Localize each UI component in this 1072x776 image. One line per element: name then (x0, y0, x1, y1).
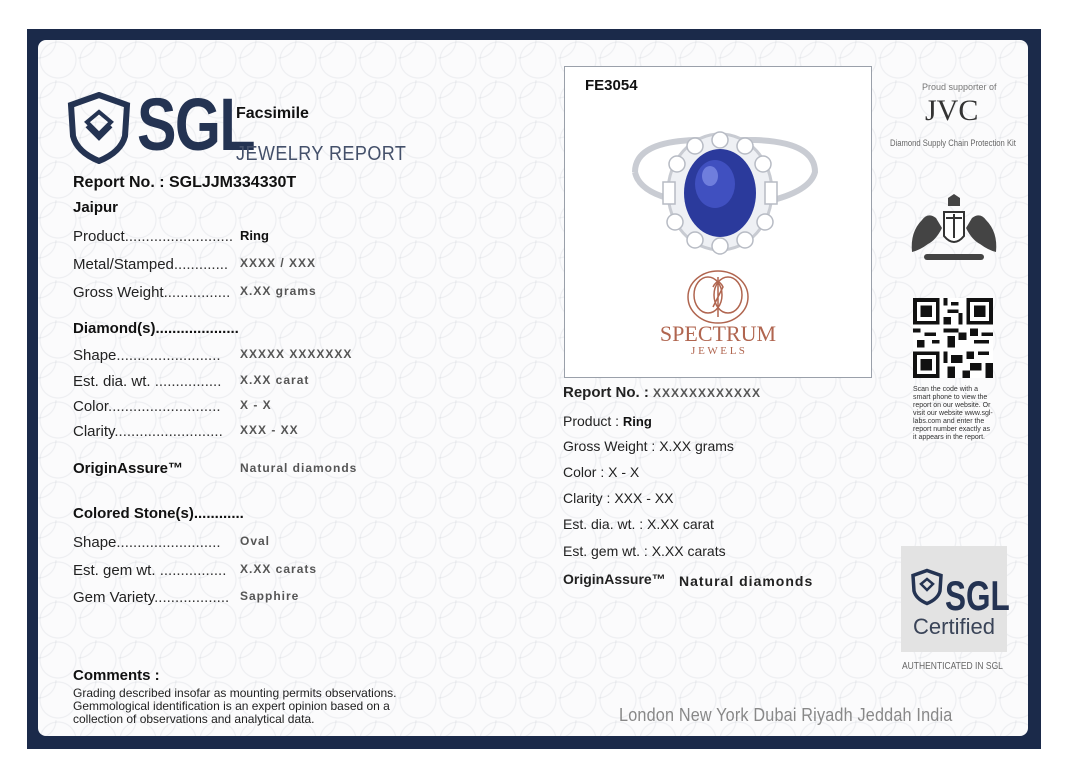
gem-weight-value: X.XX carats (240, 562, 318, 576)
row-label: Gross Weight (73, 284, 164, 301)
footer-cities: London New York Dubai Riyadh Jeddah India (619, 705, 953, 725)
clarity-value: XXX - XX (240, 423, 299, 437)
colored-stones-heading: Colored Stone(s)............ (73, 505, 244, 522)
jvc-logo: JVC (925, 94, 979, 127)
qr-code-icon (913, 298, 993, 378)
r-clarity: Clarity : XXX - XX (563, 490, 674, 506)
spectrum-sub: J E W E L S (691, 345, 745, 357)
stone-shape-value: Oval (240, 534, 271, 548)
color-row: Color........................... X - X (73, 398, 272, 415)
report-number: Report No. : SGLJJM334330T (73, 174, 297, 191)
gem-weight-row: Est. gem wt. ................ X.XX carats (73, 562, 318, 579)
r-report-no-value: XXXXXXXXXXXX (653, 386, 762, 400)
badge-shield-icon (911, 568, 943, 606)
r-origin-label: OriginAssure™ (563, 571, 666, 587)
r-gross-weight: Gross Weight : X.XX grams (563, 438, 734, 454)
badge-logo: SGL (945, 572, 1010, 619)
clarity-row: Clarity.......................... XXX - XX (73, 423, 299, 440)
row-label: Product (73, 228, 125, 245)
shape-row: Shape......................... XXXXX XXXXXXX (73, 347, 353, 364)
dia-weight-row: Est. dia. wt. ................ X.XX carat (73, 373, 310, 390)
r-dia-wt: Est. dia. wt. : X.XX carat (563, 516, 714, 532)
gem-variety-row: Gem Variety.................. Sapphire (73, 589, 300, 606)
stone-shape-row: Shape......................... Oval (73, 534, 271, 551)
product-value: Ring (240, 228, 269, 243)
r-color: Color : X - X (563, 464, 640, 480)
comments-heading: Comments : (73, 667, 160, 684)
color-value: X - X (240, 398, 272, 412)
gem-variety-value: Sapphire (240, 589, 300, 603)
r-gem-wt: Est. gem wt. : X.XX carats (563, 543, 726, 559)
r-product: Product : Ring (563, 413, 652, 429)
r-origin-value: Natural diamonds (679, 573, 814, 589)
origin-assure-label: OriginAssure™ (73, 460, 184, 477)
coat-of-arms-icon (906, 192, 1002, 264)
photo-code: FE3054 (585, 77, 638, 94)
sgl-logo-text: SGL (137, 83, 254, 166)
report-city: Jaipur (73, 199, 119, 216)
comments-text: Grading described insofar as mounting permits observations. Gemmological identification is an expert opinion based on a collection of observations and analytical data. (73, 686, 397, 726)
jvc-subtitle: Diamond Supply Chain Protection Kit (890, 138, 1016, 148)
badge-certified: Certified (913, 614, 995, 639)
sgl-shield-icon (67, 92, 131, 164)
jvc-supporter: Proud supporter of (922, 82, 997, 92)
diamonds-heading: Diamond(s).................... (73, 320, 239, 337)
shape-value: XXXXX XXXXXXX (240, 347, 353, 361)
qr-instructions: Scan the code with a smart phone to view the report on our website. Or visit our website www.sgl-labs.com and enter the report number exactly as it appears in the report. (913, 386, 993, 441)
facsimile-label: Facsimile (236, 105, 309, 122)
report-title: JEWELRY REPORT (236, 143, 407, 165)
spectrum-brand: SPECTRUM (659, 321, 777, 346)
metal-value: XXXX / XXX (240, 256, 317, 270)
sapphire-ring-image (615, 112, 825, 262)
authenticated-label: AUTHENTICATED IN SGL (902, 661, 1003, 672)
origin-assure-value: Natural diamonds (240, 461, 358, 475)
row-label: Metal/Stamped (73, 256, 174, 273)
gross-weight-value: X.XX grams (240, 284, 317, 298)
sgl-certified-badge (901, 546, 1010, 652)
product-row: Product.......................... Ring (73, 228, 269, 245)
spectrum-logo-icon (673, 267, 763, 327)
metal-row: Metal/Stamped............. XXXX / XXX (73, 256, 317, 273)
r-report-no: Report No. : XXXXXXXXXXXX (563, 384, 762, 401)
product-photo (564, 66, 872, 378)
dia-weight-value: X.XX carat (240, 373, 310, 387)
gross-weight-row: Gross Weight................ X.XX grams (73, 284, 317, 301)
